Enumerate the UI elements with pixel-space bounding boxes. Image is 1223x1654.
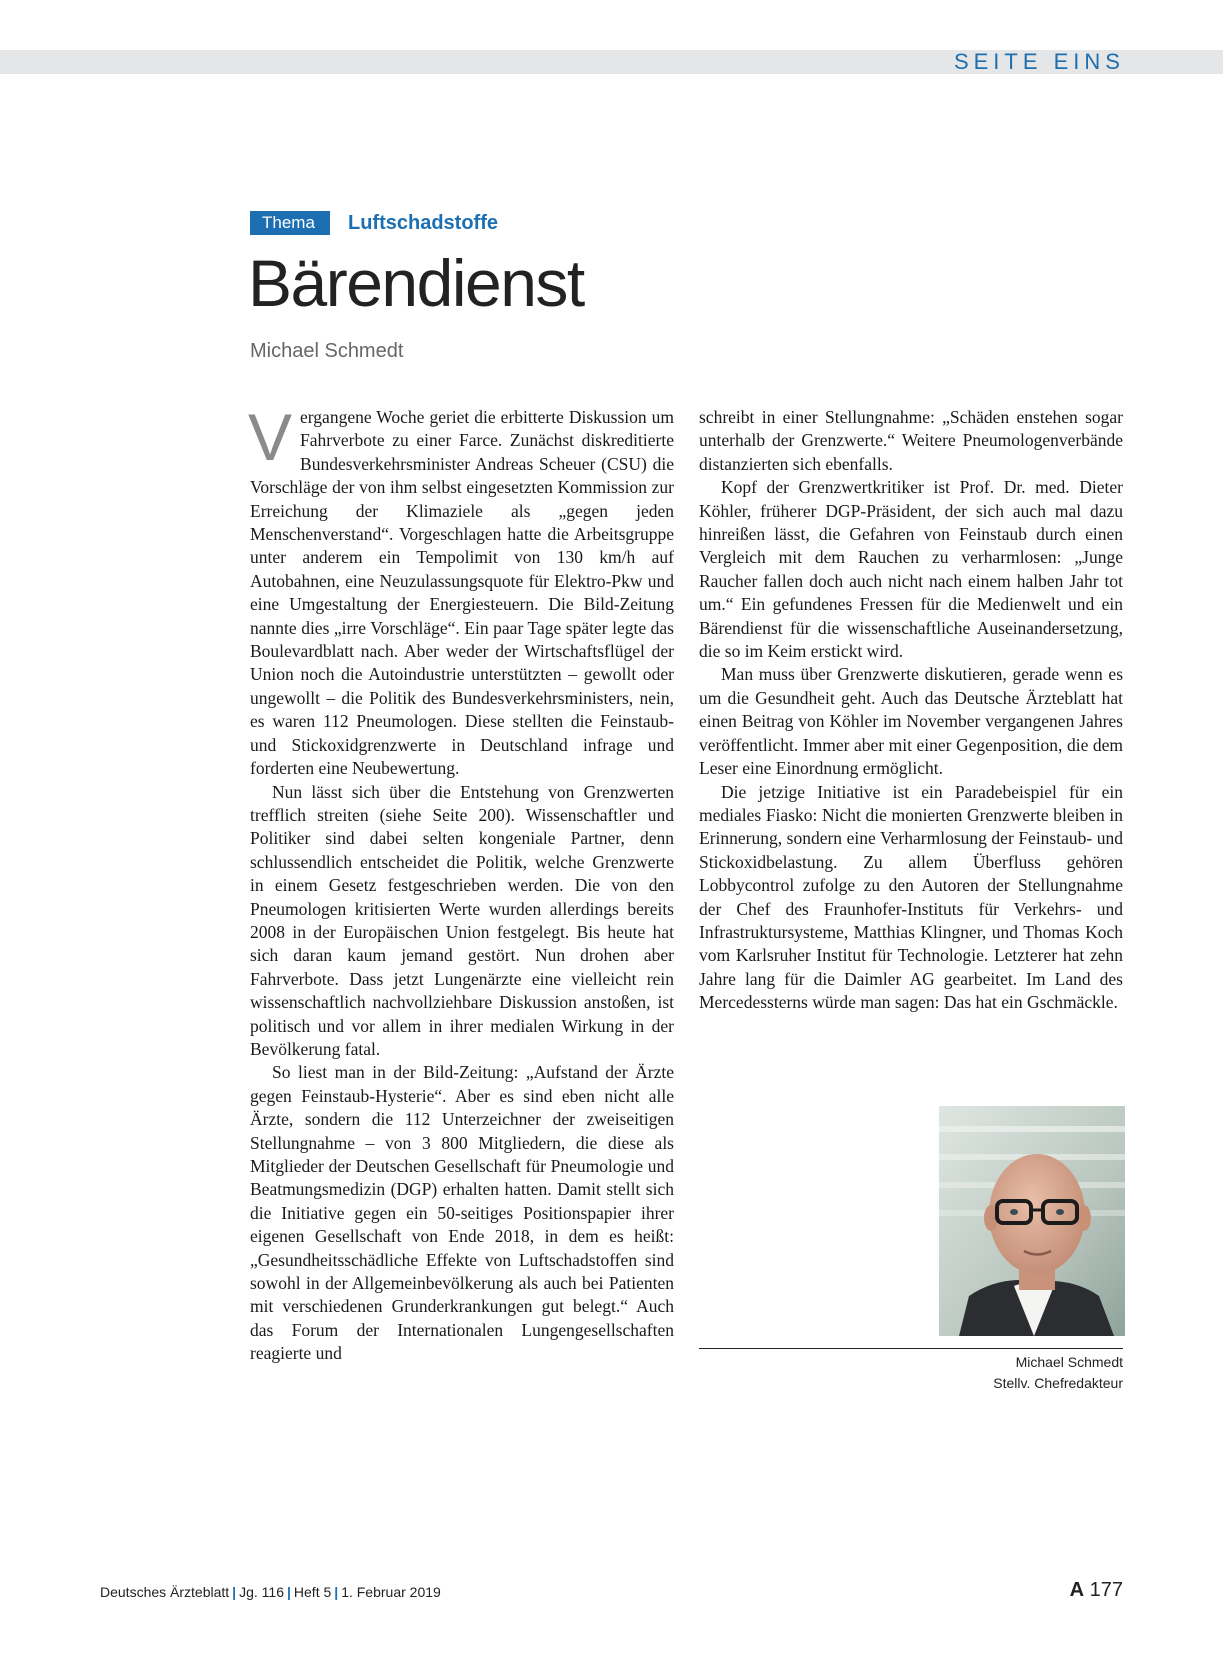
page-prefix: A [1069, 1579, 1085, 1601]
paragraph: schreibt in einer Stellungnahme: „Schäden enstehen sogar unterhalb der Grenzwerte.“ Weitere Pneumologenverbände distanzierten sich ebenfalls. [699, 407, 1123, 474]
journal-date: 1. Februar 2019 [341, 1584, 441, 1600]
section-label: SEITE EINS [953, 49, 1125, 74]
article-column-left [248, 400, 674, 1366]
dropcap: V [248, 400, 293, 474]
kicker-topic: Luftschadstoffe [348, 212, 498, 234]
footer-separator: | [286, 1584, 291, 1600]
caption-rule [699, 1348, 1123, 1349]
caption-role: Stellv. Chefredakteur [993, 1375, 1123, 1391]
paragraph [248, 400, 674, 781]
paragraph: Man muss über Grenzwerte diskutieren, gerade wenn es um die Gesundheit geht. Auch das Deutsche Ärzteblatt hat einen Beitrag von Köhler im November vergangenen Jahres veröffentlicht. Immer aber mit einer Gegenposition, die dem Leser eine Einordnung ermöglicht. [699, 664, 1123, 779]
paragraph-text: ergangene Woche geriet die erbitterte Diskussion um Fahrverbote zu einer Farce. Zunächst diskreditierte Bundesverkehrsminister Andreas Scheuer (CSU) die Vorschläge der von ihm selbst eingesetzten Kommission zur Erreichung der Klimaziele als „gegen jeden Menschenverstand“. Vorgeschlagen hatte die Arbeitsgruppe unter anderem ein Tempolimit von 130 km/h auf Autobahnen, eine Neuzulassungsquote für Elektro-Pkw und eine Umgestaltung der Energiesteuern. Die Bild-Zeitung nannte dies „irre Vorschläge“. Ein paar Tage später legte das Boulevardblatt nach. Aber weder der Wirtschaftsflügel der Union noch die Autoindustrie unterstützten – gewollt oder ungewollt – die Politik des Bundesverkehrsministers, nein, es waren 112 Pneumologen. Diese stellten die Feinstaub- und Stickoxidgrenzwerte in Deutschland infrage und forderten eine Neubewertung. [250, 407, 674, 779]
caption-name: Michael Schmedt [1015, 1354, 1123, 1370]
photo-caption [993, 1352, 1123, 1394]
paragraph: Die jetzige Initiative ist ein Paradebeispiel für ein mediales Fiasko: Nicht die monierten Grenzwerte bleiben in Erinnerung, sondern eine Verharmlosung der Feinstaub- und Stickoxidbelastung. Zu allem Überfluss gehören Lobbycontrol zufolge zu den Autoren der Stellungnahme der Chef des Fraunhofer-Instituts für Verkehrs- und Infrastruktursysteme, Matthias Klingner, und Thomas Koch vom Karlsruher Institut für Technologie. Letzterer hat zehn Jahre lang für die Daimler AG gearbeitet. Im Land des Mercedessterns würde man sagen: Das hat ein Gschmäckle. [699, 781, 1123, 1013]
paragraph: So liest man in der Bild-Zeitung: „Aufstand der Ärzte gegen Feinstaub-Hysterie“. Aber es sind eben nicht alle Ärzte, sondern die 112 Unterzeichner der zweiseitigen Stellungnahme – von 3 800 Mitgliedern, die diese als Mitglieder der Deutschen Gesellschaft für Pneumologie und Beatmungsmedizin (DGP) erhalten hatten. Damit stellt sich die Initiative gegen ein 50-seitiges Positionspapier ihrer eigenen Gesellschaft von Ende 2018, in dem es heißt: „Gesundheitsschädliche Effekte von Luftschadstoffen sind sowohl in der Allgemeinbevölkerung als auch bei Patienten mit verschiedenen Grunderkrankungen gut belegt.“ Auch das Forum der Internationalen Lungengesellschaften reagierte und [250, 1062, 674, 1364]
author-portrait [939, 1106, 1125, 1336]
footer-separator: | [334, 1584, 339, 1600]
kicker-label: Thema [250, 211, 330, 235]
footer-separator: | [232, 1584, 237, 1600]
paragraph: Kopf der Grenzwertkritiker ist Prof. Dr. med. Dieter Köhler, früherer DGP-Präsident, der sich auch mal dazu hinreißen lässt, die Gefahren von Feinstaub durch einen Vergleich mit dem Rauchen zu verharmlosen: „Junge Raucher fallen doch auch nicht nach einem halben Jahr tot um.“ Ein gefundenes Fressen für die Medienwelt und ein Bärendienst für die wissenschaftliche Auseinandersetzung, die so im Keim erstickt wird. [699, 477, 1123, 662]
page-number-value: 177 [1089, 1579, 1123, 1601]
paragraph: Nun lässt sich über die Entstehung von Grenzwerten trefflich streiten (siehe Seite 200). Wissenschaftler und Politiker sind dabei selten kongeniale Partner, denn schlussendlich entscheidet die Politik, welche Grenzwerte in einem Gesetz festgeschrieben werden. Die von den Pneumologen kritisierten Werte wurden allerdings bereits 2008 in der Europäischen Union festgelegt. Bis heute hat sich daran kaum jemand gestört. Nun drohen aber Fahrverbote. Dass jetzt Lungenärzte eine vielleicht rein wissenschaftlich nachvollziehbare Diskussion anstoßen, ist politisch und vor allem in ihrer medialen Wirkung in der Bevölkerung fatal. [250, 781, 674, 1059]
page-number [1070, 1577, 1123, 1603]
page-footer [100, 1582, 441, 1602]
journal-issue: Heft 5 [293, 1584, 332, 1600]
article-author: Michael Schmedt [250, 340, 404, 362]
article-title: Bärendienst [248, 246, 584, 320]
journal-volume: Jg. 116 [239, 1584, 284, 1600]
journal-name: Deutsches Ärzteblatt [100, 1584, 230, 1600]
kicker [250, 211, 498, 235]
article-column-right [699, 406, 1123, 1015]
